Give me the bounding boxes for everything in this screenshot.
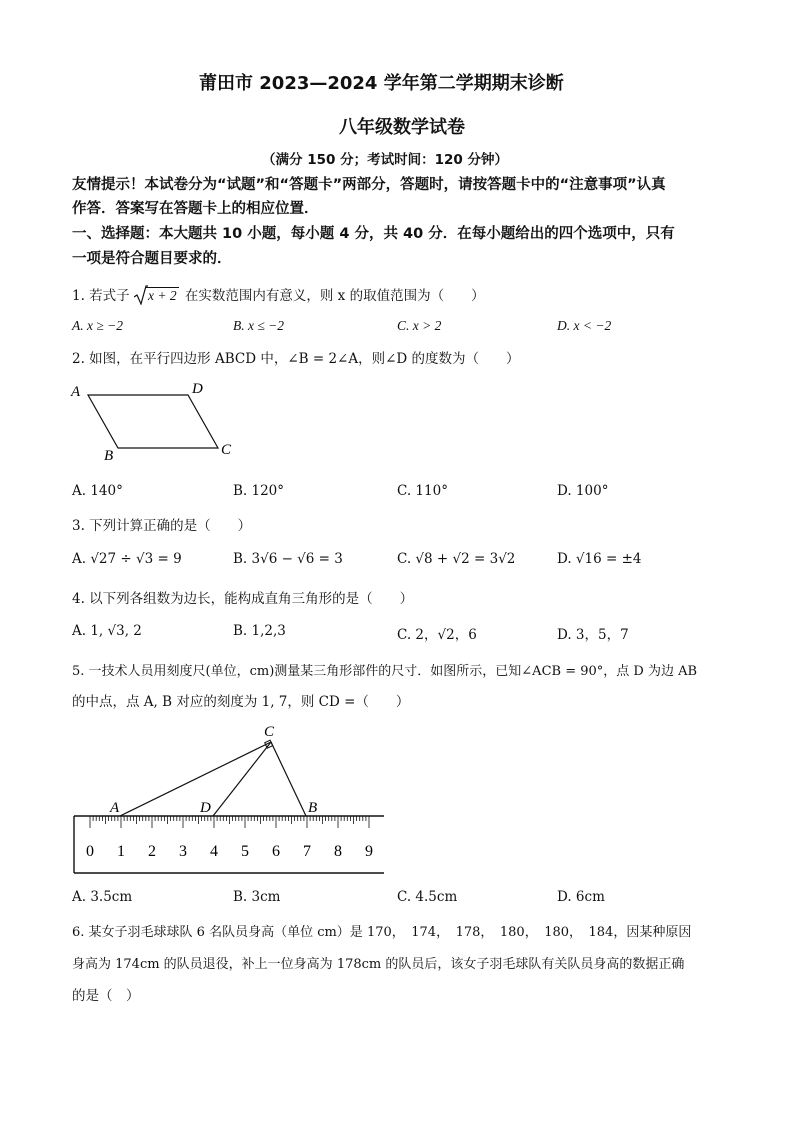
q1-option-a[interactable]: A. x ≥ −2 — [72, 318, 124, 333]
q5-option-a[interactable]: A. 3.5cm — [72, 889, 133, 905]
q3-option-d[interactable]: D. √16 = ±4 — [557, 551, 642, 567]
question-5-line-2: 的中点，点 A, B 对应的刻度为 1, 7，则 CD =（ ） — [72, 694, 410, 710]
q2-option-b[interactable]: B. 120° — [233, 483, 285, 499]
ruler-number: 5 — [241, 843, 249, 860]
tip-line-1: 友情提示！本试卷分为“试题”和“答题卡”两部分，答题时，请按答题卡中的“注意事项”认真 — [72, 177, 666, 193]
q3-option-b[interactable]: B. 3√6 − √6 = 3 — [233, 551, 343, 567]
q2-option-a[interactable]: A. 140° — [72, 483, 123, 499]
q1-stem-pre: 1. 若式子 — [72, 288, 130, 304]
page-subtitle: 八年级数学试卷 — [339, 117, 465, 138]
point-label-d: D — [200, 800, 211, 816]
q5-option-d[interactable]: D. 6cm — [557, 889, 605, 905]
vertex-label-d: D — [192, 381, 203, 397]
parallelogram-figure — [66, 378, 246, 464]
segment-cb — [271, 742, 306, 816]
q4-option-b[interactable]: B. 1,2,3 — [233, 623, 286, 639]
q4-option-a[interactable]: A. 1, √3, 2 — [72, 623, 142, 639]
vertex-label-c: C — [221, 442, 232, 458]
ruler-numbers — [86, 843, 373, 860]
ruler-number: 4 — [210, 843, 218, 860]
q1-option-c[interactable]: C. x > 2 — [397, 318, 442, 333]
question-6-line-2: 身高为 174cm 的队员退役，补上一位身高为 178cm 的队员后，该女子羽毛球队有关队员身高的数据正确 — [72, 957, 685, 972]
question-1 — [72, 284, 485, 304]
ruler-number: 1 — [117, 843, 125, 860]
point-label-c: C — [264, 724, 275, 740]
question-2: 2. 如图，在平行四边形 ABCD 中，∠B = 2∠A，则∠D 的度数为（ ） — [72, 351, 520, 367]
exam-meta: （满分 150 分；考试时间：120 分钟） — [262, 152, 508, 168]
section-1-line-1: 一、选择题：本大题共 10 小题，每小题 4 分，共 40 分．在每小题给出的四个选项中，只有 — [72, 226, 675, 242]
q1-stem-post: 在实数范围内有意义，则 x 的取值范围为（ ） — [184, 288, 485, 304]
segment-ac — [120, 742, 271, 816]
ruler-number: 6 — [272, 843, 280, 860]
point-label-a: A — [110, 800, 120, 816]
segment-cd — [213, 742, 271, 816]
ruler-number: 0 — [86, 843, 94, 860]
radical-sign-icon — [134, 285, 148, 305]
sqrt-expression — [136, 288, 179, 304]
question-4: 4. 以下列各组数为边长，能构成直角三角形的是（ ） — [72, 591, 414, 607]
question-5-line-1: 5. 一技术人员用刻度尺(单位，cm)测量某三角形部件的尺寸．如图所示，已知∠ACB = 90°，点 D 为边 AB — [72, 664, 698, 679]
q1-radicand: x + 2 — [147, 288, 177, 303]
question-6-line-3: 的是（ ） — [72, 988, 140, 1004]
q5-option-c[interactable]: C. 4.5cm — [397, 889, 458, 905]
q4-option-c[interactable]: C. 2，√2，6 — [397, 627, 477, 643]
ruler-triangle-figure — [66, 720, 392, 878]
parallelogram-shape — [88, 395, 218, 448]
vertex-label-b: B — [104, 448, 114, 464]
ruler-number: 9 — [365, 843, 373, 860]
point-label-b: B — [308, 800, 318, 816]
ruler-number: 8 — [334, 843, 342, 860]
q2-option-c[interactable]: C. 110° — [397, 483, 448, 499]
question-6-line-1: 6. 某女子羽毛球球队 6 名队员身高（单位 cm）是 170， 174， 178， 180， 180， 184，因某种原因 — [72, 925, 692, 940]
q2-option-d[interactable]: D. 100° — [557, 483, 609, 499]
ruler-number: 7 — [303, 843, 311, 860]
q3-option-c[interactable]: C. √8 + √2 = 3√2 — [397, 551, 516, 567]
q1-option-d[interactable]: D. x < −2 — [557, 318, 612, 333]
tip-line-2: 作答．答案写在答题卡上的相应位置． — [72, 201, 319, 217]
q1-option-b[interactable]: B. x ≤ −2 — [233, 318, 285, 333]
q3-option-a[interactable]: A. √27 ÷ √3 = 9 — [72, 551, 182, 567]
ruler-ticks — [90, 816, 369, 828]
section-1-line-2: 一项是符合题目要求的． — [72, 251, 232, 267]
q4-option-d[interactable]: D. 3，5，7 — [557, 627, 629, 643]
ruler-number: 3 — [179, 843, 187, 860]
q5-option-b[interactable]: B. 3cm — [233, 889, 281, 905]
page-title: 莆田市 2023—2024 学年第二学期期末诊断 — [199, 73, 564, 94]
vertex-label-a: A — [71, 384, 81, 400]
ruler-number: 2 — [148, 843, 156, 860]
question-3: 3. 下列计算正确的是（ ） — [72, 518, 252, 534]
